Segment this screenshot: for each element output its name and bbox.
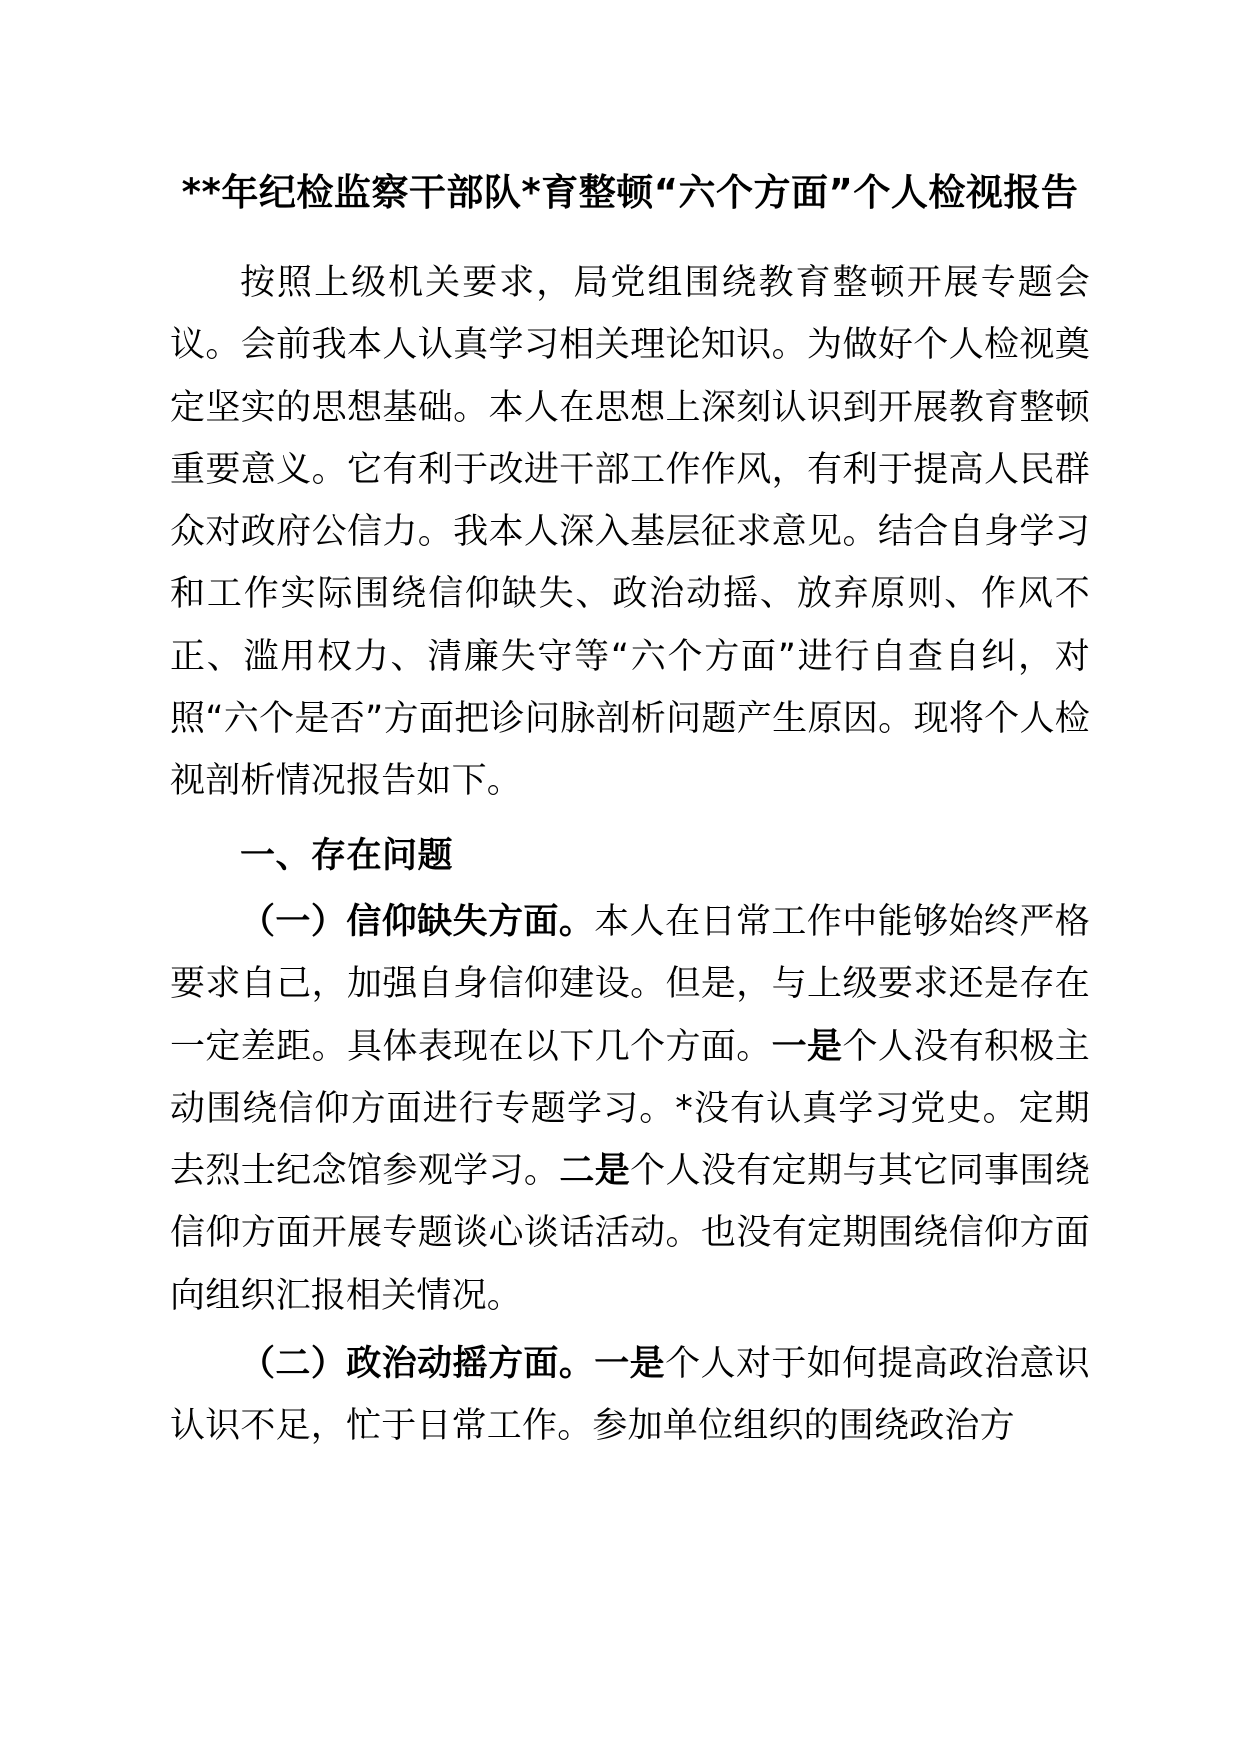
item-one-body-1: 本人在日常工作中能够始终严格要求自己，加强自身信仰建设。但是，与上级要求还是存在一定差距。具体表现在以下几个方面。 bbox=[170, 901, 1090, 1067]
intro-paragraph: 按照上级机关要求，局党组围绕教育整顿开展专题会议。会前我本人认真学习相关理论知识。为做好个人检视奠定坚实的思想基础。本人在思想上深刻认识到开展教育整顿重要意义。它有利于改进干部工作作风，有利于提高人民群众对政府公信力。我本人深入基层征求意见。结合自身学习和工作实际围绕信仰缺失、政治动摇、放弃原则、作风不正、滥用权力、清廉失守等“六个方面”进行自查自纠，对照“六个是否”方面把诊问脉剖析问题产生原因。现将个人检视剖析情况报告如下。 bbox=[170, 262, 1090, 802]
item-one-mark-1: 一是 bbox=[771, 1026, 843, 1067]
item-one-body-3: 个人没有定期与其它同事围绕信仰方面开展专题谈心谈话活动。也没有定期围绕信仰方面向组织汇报相关情况。 bbox=[170, 1151, 1091, 1316]
item-one-paragraph bbox=[170, 891, 1090, 1327]
item-two-lead: （二）政治动摇方面。 bbox=[240, 1343, 595, 1384]
page-title: **年纪检监察干部队*育整顿“六个方面”个人检视报告 bbox=[181, 171, 1079, 214]
item-one-mark-2: 二是 bbox=[559, 1151, 631, 1192]
item-two-paragraph bbox=[170, 1333, 1090, 1458]
item-two-body-1: 个人对于如何提高政治意识认识不足，忙于日常工作。参加单位组织的围绕政治方 bbox=[170, 1343, 1090, 1447]
item-one-body-2: 个人没有积极主动围绕信仰方面进行专题学习。*没有认真学习党史。定期去烈士纪念馆参观学习。 bbox=[170, 1026, 1091, 1192]
section-heading-one: 一、存在问题 bbox=[240, 835, 454, 876]
item-two-mark-1: 一是 bbox=[594, 1343, 666, 1384]
item-one-lead: （一）信仰缺失方面。 bbox=[240, 901, 595, 942]
